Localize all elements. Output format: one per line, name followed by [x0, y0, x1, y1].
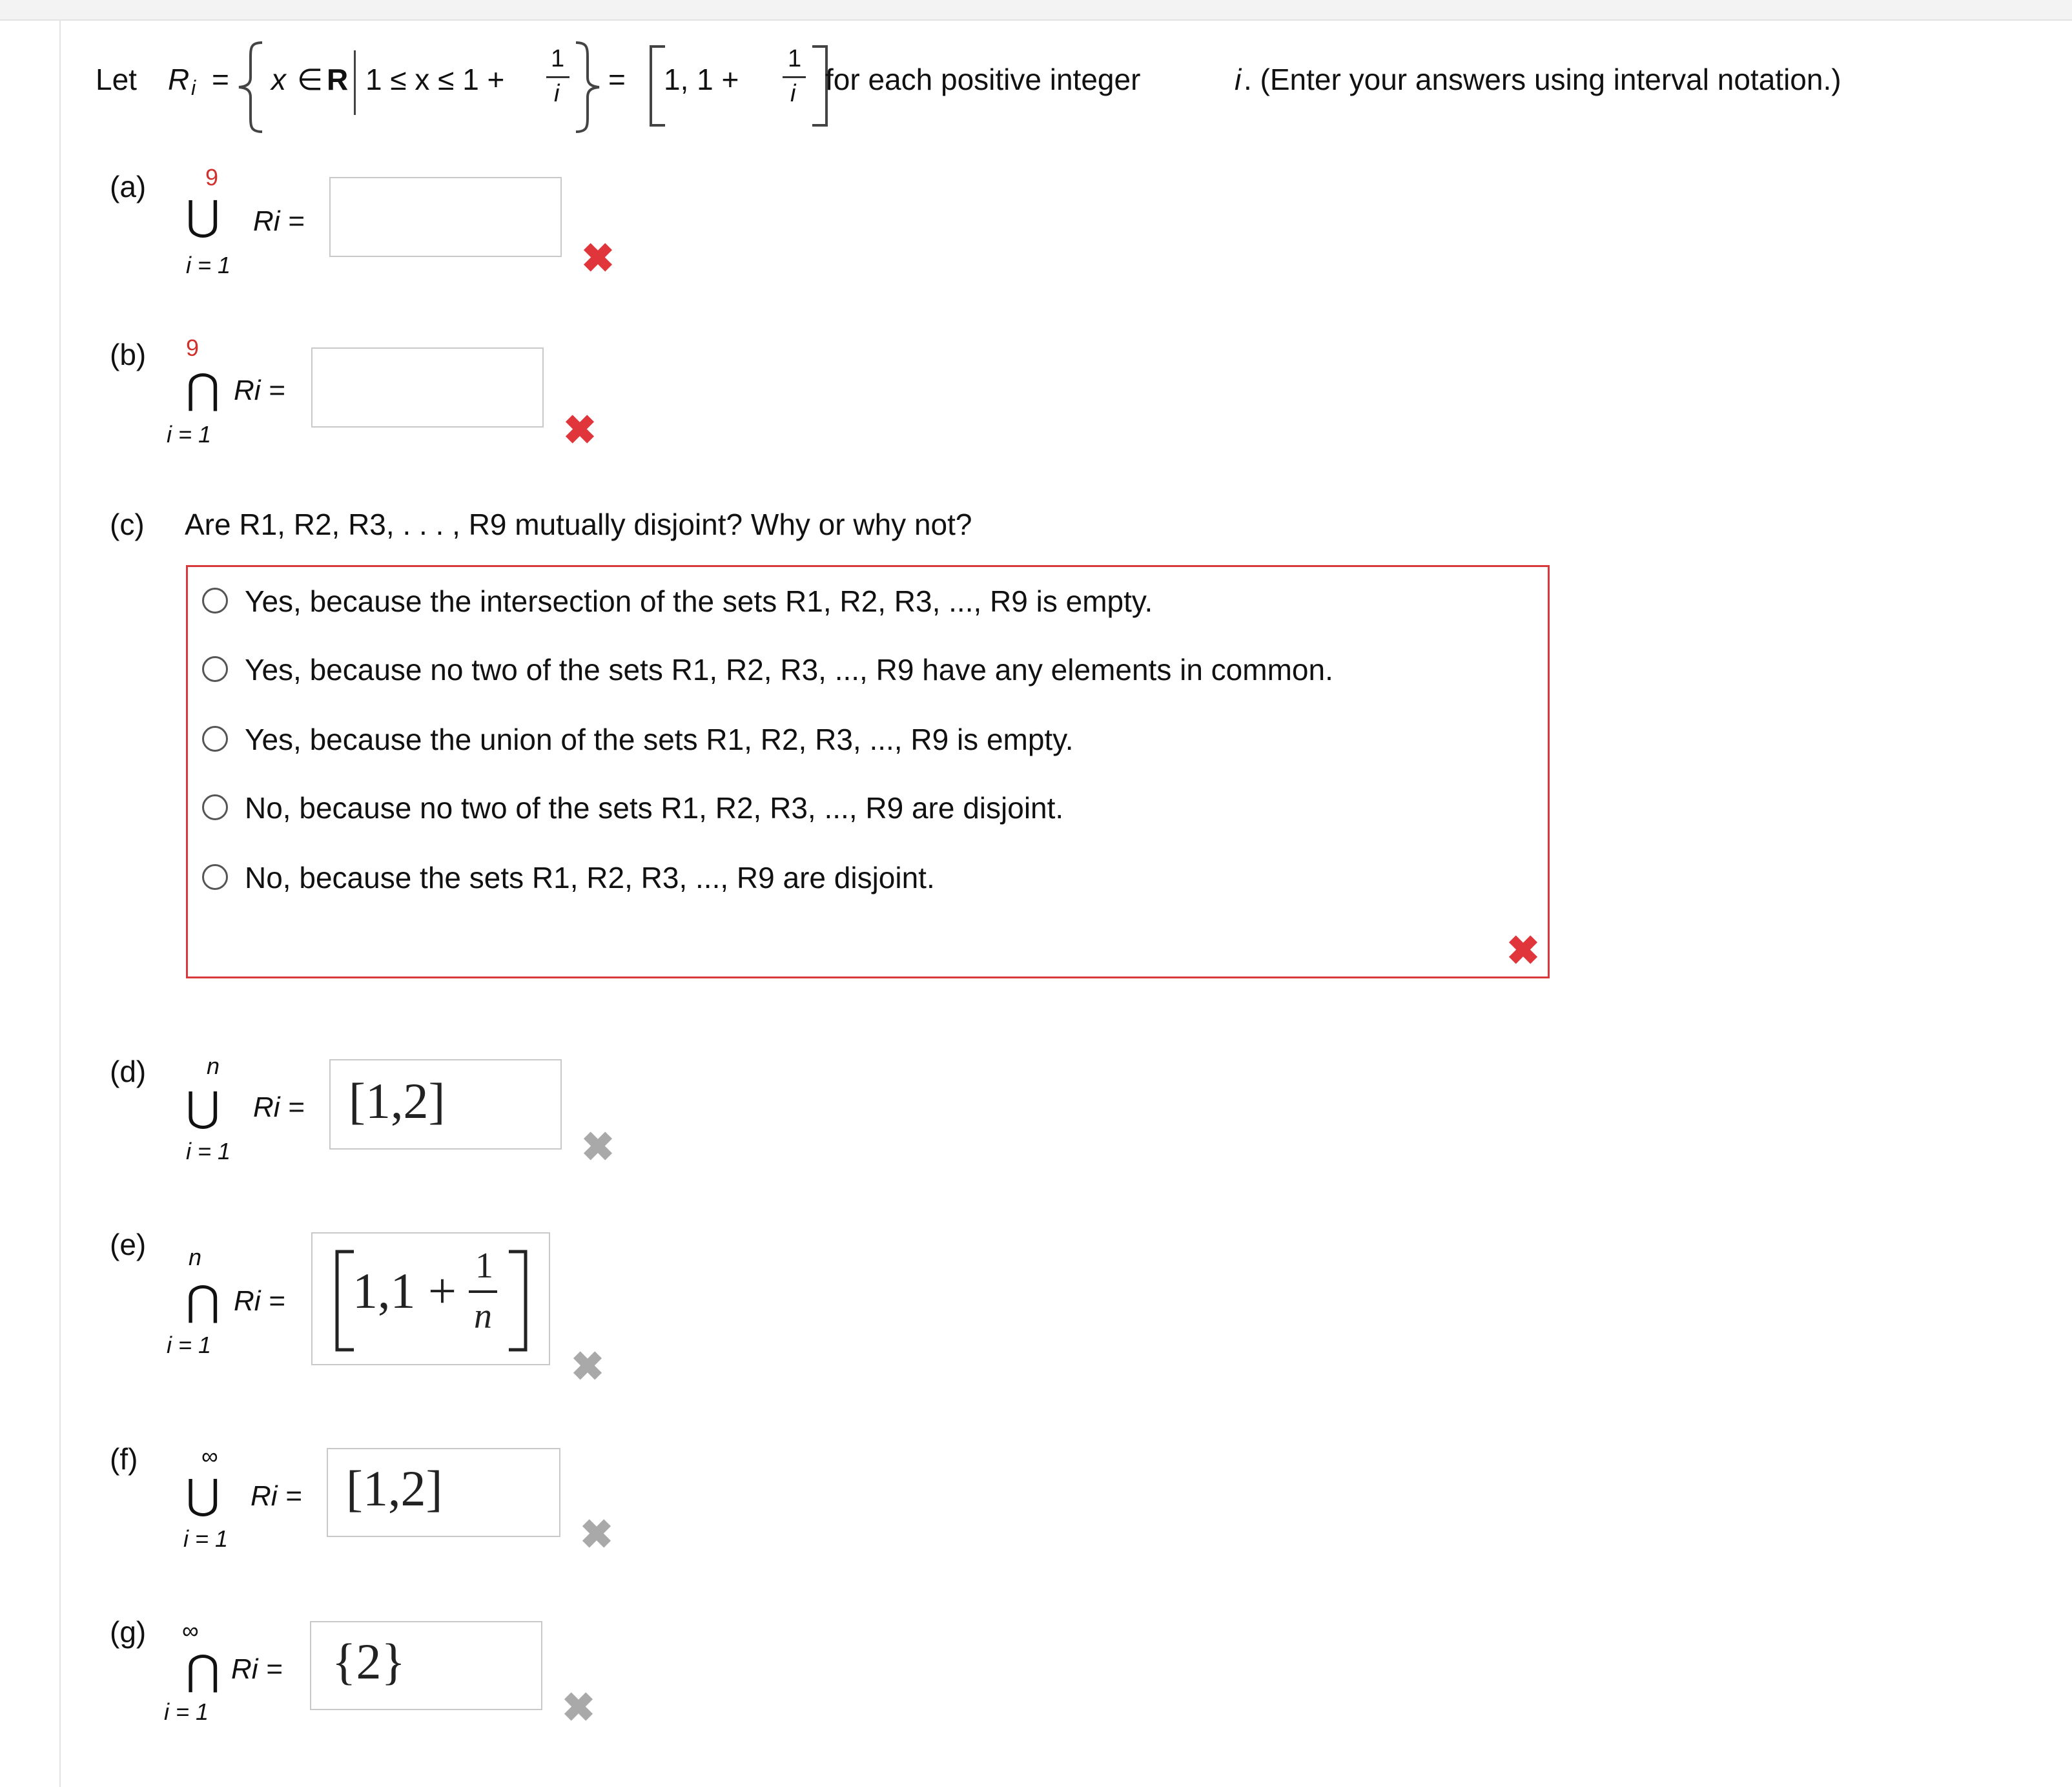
intro-tail-end: . (Enter your answers using interval notation.) [1244, 63, 1841, 96]
part-e-answer-left: 1,1 + [353, 1263, 456, 1319]
part-d-answer-input[interactable]: [1,2] [329, 1059, 562, 1150]
part-e-upper-limit: n [189, 1244, 202, 1270]
part-b-label: (b) [110, 338, 147, 371]
part-e-intersection-symbol: ⋂ [186, 1277, 220, 1324]
part-d-rhs: Ri = [253, 1091, 305, 1123]
part-c-choices [186, 565, 1550, 978]
part-e-rhs: Ri = [234, 1285, 285, 1317]
intro-tail: for each positive integer [825, 63, 1141, 96]
part-d-lower-limit: i = 1 [186, 1138, 231, 1164]
left-rule [59, 19, 61, 1787]
choice-2-text: Yes, because no two of the sets R1, R2, R3, ..., R9 have any elements in common. [245, 653, 1333, 687]
intro-tail-i: i [1235, 63, 1242, 96]
set-builder-bar [354, 50, 356, 115]
intro-frac-num: 1 [551, 45, 565, 72]
choice-4-text: No, because no two of the sets R1, R2, R3, ..., R9 are disjoint. [245, 791, 1064, 825]
choice-5-text: No, because the sets R1, R2, R3, ..., R9 are disjoint. [245, 861, 935, 894]
choice-4-radio[interactable] [202, 794, 228, 820]
part-f-lower-limit: i = 1 [183, 1525, 229, 1552]
part-f-union-symbol: ⋃ [186, 1471, 220, 1518]
intro-sub-i: i [191, 76, 196, 99]
part-a-union-symbol: ⋃ [186, 192, 220, 239]
part-g-label: (g) [110, 1615, 147, 1649]
part-f-upper-limit: ∞ [201, 1443, 218, 1469]
part-a-answer-input[interactable] [329, 177, 562, 257]
part-a-upper-limit: 9 [205, 164, 219, 191]
part-d-union-symbol: ⋃ [186, 1084, 220, 1130]
part-e-answer-num: 1 [475, 1246, 493, 1286]
top-bar [0, 0, 2072, 21]
intro-let: Let [96, 63, 137, 96]
part-e-answer-input[interactable] [311, 1232, 550, 1365]
intro-interval-left: 1, 1 + [664, 63, 739, 96]
intro-eq-2: = [608, 63, 626, 96]
part-g-rhs: Ri = [231, 1653, 283, 1685]
part-c-label: (c) [110, 508, 145, 541]
intro-frac2-den: i [790, 80, 796, 107]
part-f-label: (f) [110, 1442, 138, 1476]
part-e-answer-den: n [474, 1296, 492, 1336]
choice-2-radio[interactable] [202, 656, 228, 682]
intro-eq-1: = [212, 63, 229, 96]
part-g-lower-limit: i = 1 [164, 1699, 209, 1725]
part-g-upper-limit: ∞ [182, 1617, 199, 1644]
choice-3-text: Yes, because the union of the sets R1, R2, R3, ..., R9 is empty. [245, 723, 1074, 756]
part-b-intersection-symbol: ⋂ [186, 366, 220, 412]
part-b-answer-input[interactable] [311, 347, 544, 428]
part-e-incorrect-icon: ✖ [571, 1345, 604, 1389]
intro-x: x [271, 63, 286, 96]
intro-condition: 1 ≤ x ≤ 1 + [365, 63, 505, 96]
part-e-lower-limit: i = 1 [167, 1332, 212, 1358]
answer-right-bracket-icon [505, 1249, 531, 1352]
part-b-incorrect-icon: ✖ [563, 408, 597, 453]
choice-1-radio[interactable] [202, 588, 228, 614]
part-d-upper-limit: n [207, 1053, 220, 1079]
part-f-answer-input[interactable]: [1,2] [327, 1448, 560, 1537]
part-g-incorrect-icon: ✖ [562, 1686, 595, 1730]
part-c-question: Are R1, R2, R3, . . . , R9 mutually disjoint? Why or why not? [185, 508, 972, 541]
part-c-incorrect-icon: ✖ [1506, 929, 1540, 973]
intro-elem: ∈ [297, 63, 323, 96]
intro-frac-line [546, 76, 569, 78]
part-f-rhs: Ri = [251, 1480, 302, 1512]
choice-5-radio[interactable] [202, 864, 228, 890]
part-e-label: (e) [110, 1228, 147, 1261]
part-a-rhs: Ri = [253, 205, 305, 237]
part-g-answer-input[interactable]: {2} [310, 1621, 542, 1710]
part-e-answer-frac-line [469, 1290, 497, 1293]
part-b-rhs: Ri = [234, 375, 285, 406]
part-a-label: (a) [110, 170, 147, 203]
intro-frac2-line [783, 76, 806, 78]
part-d-incorrect-icon: ✖ [581, 1125, 615, 1170]
intro-reals: R [327, 63, 349, 96]
part-a-incorrect-icon: ✖ [581, 236, 615, 281]
problem-statement [96, 45, 1968, 147]
left-brace-icon [234, 39, 266, 136]
intro-frac2-num: 1 [788, 45, 802, 72]
part-b-lower-limit: i = 1 [167, 421, 212, 448]
part-a-lower-limit: i = 1 [186, 252, 231, 278]
part-f-incorrect-icon: ✖ [580, 1513, 613, 1557]
part-g-intersection-symbol: ⋂ [186, 1647, 220, 1693]
choice-1-text: Yes, because the intersection of the sets R1, R2, R3, ..., R9 is empty. [245, 584, 1153, 618]
choice-3-radio[interactable] [202, 726, 228, 752]
intro-frac-den: i [554, 80, 560, 107]
intro-R: R [168, 63, 190, 96]
part-b-upper-limit: 9 [186, 335, 200, 361]
right-brace-icon [572, 39, 604, 136]
part-d-label: (d) [110, 1055, 147, 1088]
